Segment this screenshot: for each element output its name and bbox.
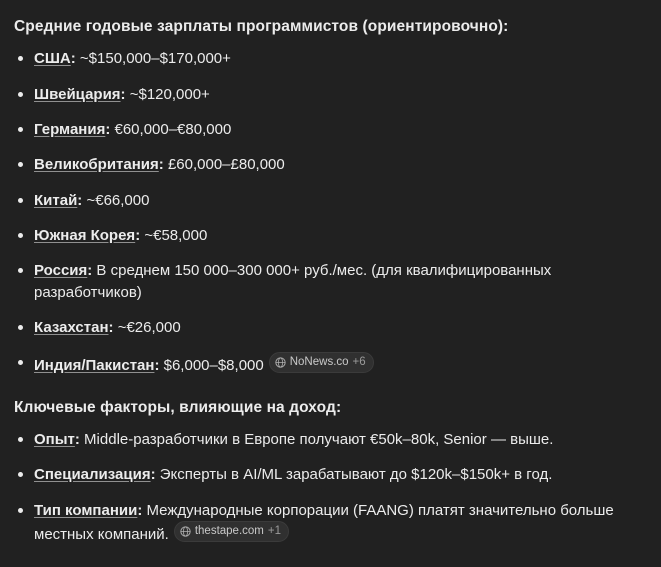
- factor-label: Опыт: [34, 431, 75, 449]
- list-item: [14, 84, 647, 105]
- list-item: [14, 500, 647, 546]
- list-item: [14, 48, 647, 69]
- list-item: [14, 225, 647, 246]
- salary-value: €60,000–€80,000: [110, 121, 232, 139]
- citation-chip-nonews[interactable]: [269, 352, 374, 373]
- country-label: Россия: [34, 262, 88, 280]
- country-colon: :: [70, 50, 76, 68]
- salary-value: £60,000–£80,000: [163, 156, 285, 174]
- factor-colon: :: [74, 431, 80, 449]
- citation-count: +6: [352, 356, 366, 369]
- citation-label: thestape.com: [194, 524, 264, 537]
- citation-count: +1: [267, 524, 281, 537]
- list-item: [14, 429, 647, 450]
- salary-value: ~€26,000: [113, 318, 181, 336]
- country-colon: :: [105, 121, 111, 139]
- country-label: Китай: [34, 191, 78, 209]
- country-colon: :: [108, 318, 114, 336]
- factor-label: Тип компании: [34, 501, 138, 519]
- country-colon: :: [135, 226, 141, 244]
- page-title: Средние годовые зарплаты программистов (ориентировочно):: [14, 18, 509, 35]
- globe-icon: [180, 526, 191, 537]
- factor-value: Middle-разработчики в Европе получают €50k–80k, Senior — выше.: [79, 431, 554, 449]
- list-item: [14, 119, 647, 140]
- country-colon: :: [77, 191, 83, 209]
- country-label: США: [34, 50, 71, 68]
- country-label: Южная Корея: [34, 226, 136, 244]
- citation-label: NoNews.co: [289, 356, 349, 369]
- factor-value: Международные корпорации (FAANG) платят значительно больше местных компаний.: [34, 501, 614, 544]
- factor-colon: :: [150, 466, 156, 484]
- list-item: [14, 190, 647, 211]
- salary-value: ~€66,000: [82, 191, 150, 209]
- salary-value: ~€58,000: [140, 226, 208, 244]
- country-label: Швейцария: [34, 85, 121, 103]
- country-colon: :: [158, 156, 164, 174]
- citation-chip-thestape[interactable]: [174, 521, 289, 542]
- salary-value: $6,000–$8,000: [159, 357, 264, 375]
- salary-value: ~$120,000+: [125, 85, 210, 103]
- list-item: [14, 464, 647, 485]
- country-label: Великобритания: [34, 156, 159, 174]
- country-colon: :: [120, 85, 126, 103]
- country-colon: :: [87, 262, 93, 280]
- section-heading-factors: Ключевые факторы, влияющие на доход:: [14, 398, 342, 416]
- country-label: Казахстан: [34, 318, 109, 336]
- factor-label: Специализация: [34, 466, 151, 484]
- salary-list: [14, 48, 647, 376]
- salary-value: В среднем 150 000–300 000+ руб./мес. (для квалифицированных разработчиков): [34, 262, 552, 301]
- globe-icon: [275, 357, 286, 368]
- list-item: [14, 352, 647, 376]
- country-label: Германия: [34, 121, 106, 139]
- salary-value: ~$150,000–$170,000+: [75, 50, 231, 68]
- factors-list: [14, 429, 647, 545]
- list-item: [14, 260, 647, 303]
- factor-value: Эксперты в AI/ML зарабатывают до $120k–$150k+ в год.: [155, 466, 553, 484]
- list-item: [14, 317, 647, 338]
- country-label: Индия/Пакистан: [34, 357, 155, 375]
- factor-colon: :: [137, 501, 143, 519]
- country-colon: :: [154, 357, 160, 375]
- list-item: [14, 154, 647, 175]
